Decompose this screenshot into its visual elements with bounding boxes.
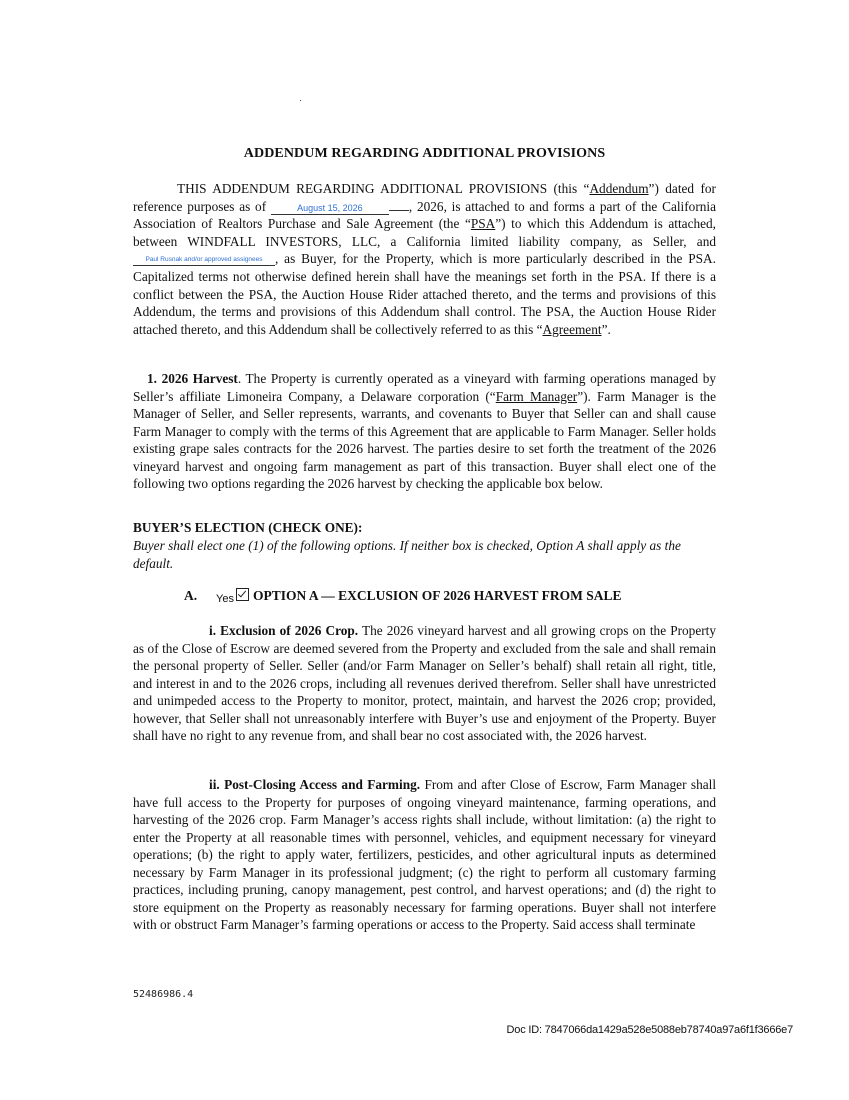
intro-paragraph (133, 180, 716, 338)
stray-mark (300, 100, 301, 101)
section-1-paragraph (133, 370, 716, 493)
section-1-text-2: ”). Farm Manager is the Manager of Seller, and Seller represents, warrants, and covenants to Buyer that Seller can and shall cause Farm Manager to comply with the terms of this Agreement that are applicable to Farm Manager. Seller holds existing grape sales contracts for the 2026 harvest. The parties desire to set forth the treatment of the 2026 vineyard harvest and ongoing farm management as part of this transaction. Buyer shall elect one of the following two options regarding the 2026 harvest by checking the applicable box below. (133, 388, 716, 491)
doc-id-stamp: Doc ID: 7847066da1429a528e5088eb78740a97a6f1f3666e7 (506, 1024, 793, 1036)
option-a-letter: A. (184, 588, 198, 603)
reference-date-field-tail (389, 210, 409, 211)
option-a-heading: OPTION A — EXCLUSION OF 2026 HARVEST FROM SALE (252, 588, 622, 603)
intro-text-2: ”) dated for reference purposes as of (133, 181, 716, 214)
subsection-i-heading: i. Exclusion of 2026 Crop. (209, 623, 359, 638)
addendum-defined-term: Addendum (589, 181, 649, 196)
option-a-checkbox[interactable] (236, 588, 249, 601)
section-1-heading: 1. 2026 Harvest (147, 371, 238, 386)
option-a-row (184, 587, 622, 604)
buyer-election-note: Buyer shall elect one (1) of the following options. If neither box is checked, Option A shall apply as the default. (133, 538, 681, 571)
document-title: ADDENDUM REGARDING ADDITIONAL PROVISIONS (243, 146, 606, 161)
document-number: 52486986.4 (133, 989, 194, 1000)
section-1-text-1: . The Property is currently operated as a vineyard with farming operations managed by Seller’s affiliate Limoneira Company, a Delaware corporation (“ (133, 371, 716, 404)
agreement-defined-term: Agreement (542, 321, 602, 337)
buyer-name-field[interactable]: Paul Rusnak and/or approved assignees (133, 254, 275, 266)
psa-defined-term: PSA (470, 216, 496, 231)
reference-date-field[interactable]: August 15, 2026 (271, 203, 389, 215)
farm-manager-defined-term: Farm Manager (495, 388, 578, 404)
intro-text-3: , 2026, is attached to and forms a part of the California Association of Realtors Purchase and Sale Agreement (the “ (133, 198, 716, 231)
intro-text-6: ”. (601, 321, 611, 337)
option-a-yes-label: Yes (216, 593, 234, 605)
subsection-ii-text: From and after Close of Escrow, Farm Manager shall have full access to the Property for purposes of ongoing vineyard maintenance, farming operations, and harvesting of the 2026 crop. Farm Manager’s access rights shall include, without limitation: (a) the right to enter the Property at all reasonable times with personnel, vehicles, and equipment necessary for vineyard operations; (b) the right to apply water, fertilizers, pesticides, and other agricultural inputs as determined necessary by Farm Manager in its professional judgment; (c) the right to perform all customary farming practices, including pruning, canopy management, pest control, and harvest operations; and (d) the right to store equipment on the Property as reasonably necessary for farming operations. Buyer shall not interfere with or obstruct Farm Manager’s farming operations or access to the Property. Said access shall terminate (133, 777, 717, 932)
subsection-ii-paragraph (133, 776, 716, 934)
intro-text-1: THIS ADDENDUM REGARDING ADDITIONAL PROVISIONS (this “ (177, 181, 590, 196)
subsection-i-text: The 2026 vineyard harvest and all growing crops on the Property as of the Close of Escrow are deemed severed from the Property and excluded from the sale and shall remain the personal property of Seller. Seller (and/or Farm Manager on Seller’s behalf) shall retain all right, title, and interest in and to the 2026 crops, including all revenues derived therefrom. Seller shall have unrestricted and unimpeded access to the Property to monitor, protect, maintain, and harvest the 2026 crop; provided, however, that Seller shall not unreasonably interfere with Buyer’s use and enjoyment of the Property. Buyer shall have no right to any revenue from, and shall bear no cost associated with, the 2026 harvest. (133, 623, 716, 743)
buyer-election-heading: BUYER’S ELECTION (CHECK ONE): (133, 520, 363, 535)
intro-text-5: , as Buyer, for the Property, which is more particularly described in the PSA. Capitalized terms not otherwise defined herein shall have the meanings set forth in the PSA. If there is a conflict between the PSA, the Auction House Rider attached thereto, and the terms and provisions of this Addendum, the terms and provisions of this Addendum shall control. The PSA, the Auction House Rider attached thereto, and this Addendum shall be collectively referred to as this “ (133, 251, 716, 337)
subsection-i-paragraph (133, 622, 716, 745)
intro-text-4: ”) to which this Addendum is attached, between WINDFALL INVESTORS, LLC, a California limited liability company, as Seller, and (133, 216, 716, 249)
subsection-ii-heading: ii. Post-Closing Access and Farming. (209, 777, 421, 792)
